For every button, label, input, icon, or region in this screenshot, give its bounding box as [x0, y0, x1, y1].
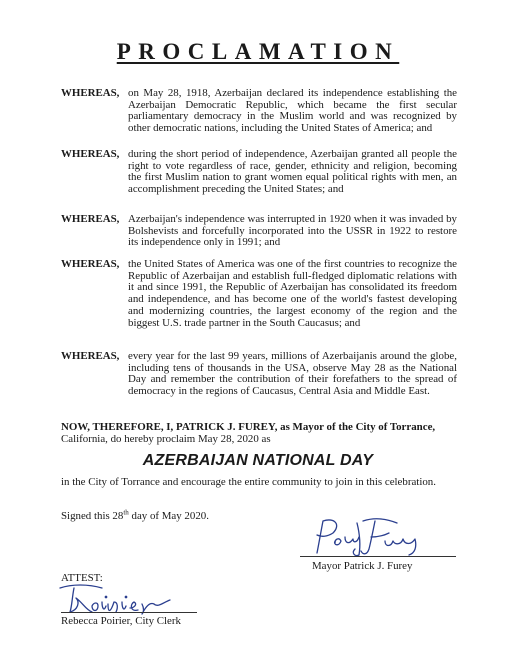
whereas-text: the United States of America was one of the first countries to recognize the Republic of Azerbaijan and establish full-fledged diplomatic relations with it and since 1991, the Republic of Azerbaijan has consolidated its freedom and independence, and has become one of the world's fastest developing and modernizing countries, the largest economy of the region and the biggest U.S. trade partner in the South Caucasus; and — [128, 258, 457, 329]
whereas-text: during the short period of independence, Azerbaijan granted all people the right to vote regardless of race, gender, ethnicity and religion, becoming the first Muslim nation to grant women equal political rights with men, an accomplishment preceding the United States; and — [128, 148, 457, 196]
whereas-clause-3 — [61, 214, 457, 249]
whereas-label: WHEREAS, — [61, 350, 120, 362]
clerk-signature-line — [61, 612, 197, 613]
signed-date — [61, 510, 209, 522]
whereas-label: WHEREAS, — [61, 213, 120, 225]
mayor-name: Mayor Patrick J. Furey — [312, 560, 413, 572]
whereas-clause-4 — [61, 259, 457, 329]
whereas-text: every year for the last 99 years, millions of Azerbaijanis around the globe, including tens of thousands in the USA, observe May 28 as the National Day and remember the contribution of their forefathers to the spread of democracy in the regions of Caucasus, Central Asia and Middle East. — [128, 350, 457, 398]
whereas-clause-5 — [61, 351, 457, 398]
proclamation-heading: AZERBAIJAN NATIONAL DAY — [142, 452, 374, 469]
proclamation-statement — [61, 421, 457, 445]
mayor-signature — [305, 515, 425, 559]
whereas-label: WHEREAS, — [61, 87, 120, 99]
whereas-text: on May 28, 1918, Azerbaijan declared its independence establishing the Azerbaijan Democratic Republic, which became the first secular parliamentary democracy in the Muslim world and was recognized by other democratic nations, including the United States of America; and — [128, 87, 457, 135]
whereas-clause-2 — [61, 149, 457, 196]
clerk-name: Rebecca Poirier, City Clerk — [61, 615, 181, 627]
page-title: PROCLAMATION — [116, 39, 400, 64]
signed-ordinal: th — [123, 508, 129, 517]
encourage-text: in the City of Torrance and encourage the entire community to join in this celebration. — [61, 476, 436, 488]
signed-suffix: day of May 2020. — [128, 510, 209, 522]
whereas-text: Azerbaijan's independence was interrupted in 1920 when it was invaded by Bolshevists and forcefully incorporated into the USSR in 1922 to restore its independence only in 1991; and — [128, 213, 457, 249]
signed-prefix: Signed this 28 — [61, 510, 124, 522]
whereas-label: WHEREAS, — [61, 148, 120, 160]
mayor-signature-line — [300, 556, 456, 557]
proclamation-statement-bold: NOW, THEREFORE, I, PATRICK J. FUREY, as Mayor of the City of Torrance, — [61, 421, 436, 433]
proclamation-statement-rest: California, do hereby proclaim May 28, 2020 as — [61, 433, 271, 445]
attest-label: ATTEST: — [61, 572, 103, 584]
whereas-label: WHEREAS, — [61, 258, 120, 270]
clerk-signature — [58, 580, 178, 616]
whereas-clause-1 — [61, 88, 457, 135]
